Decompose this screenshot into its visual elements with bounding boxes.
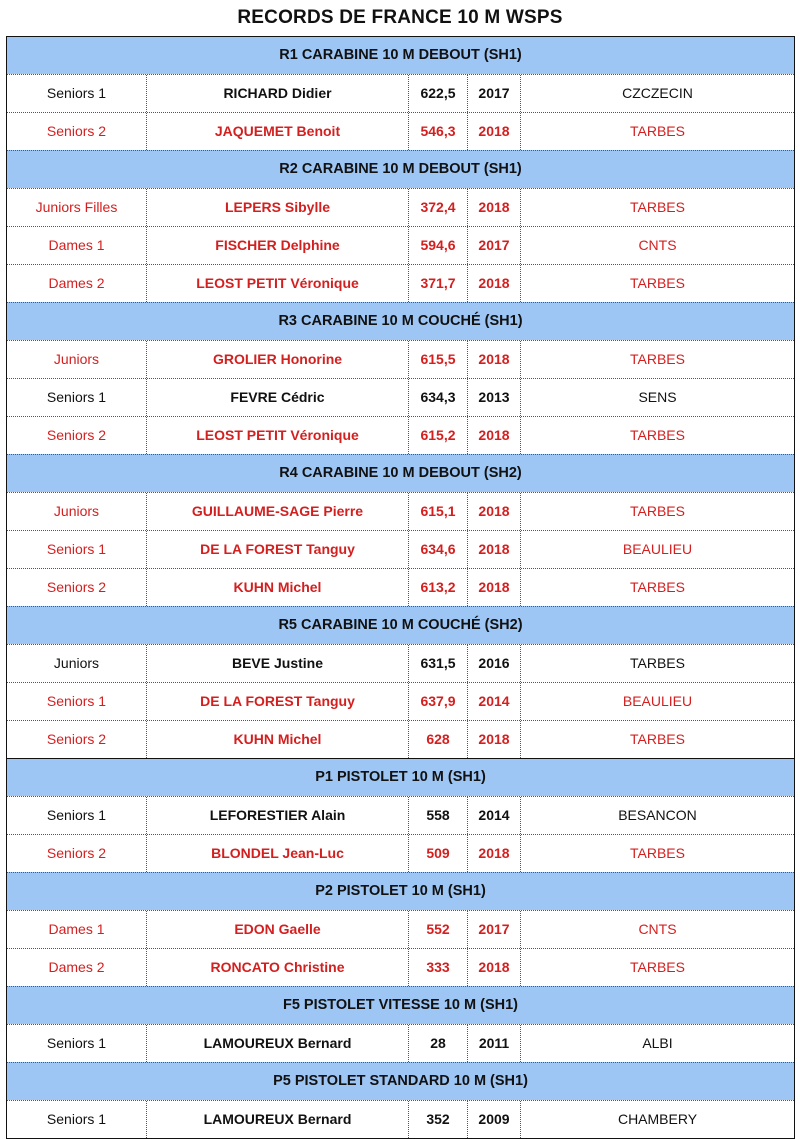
club-cell: SENS (520, 379, 794, 416)
category-cell: Seniors 1 (46, 85, 107, 101)
category-cell: Dames 1 (48, 237, 105, 253)
score-cell: 634,6 (408, 531, 467, 568)
category-cell: Dames 1 (48, 921, 105, 937)
score-cell: 637,9 (408, 683, 467, 720)
category-cell: Seniors 1 (46, 1035, 107, 1051)
table-row (7, 416, 794, 454)
score-cell: 631,5 (408, 645, 467, 682)
name-cell: DE LA FOREST Tanguy (146, 683, 408, 720)
category-cell: Juniors (53, 351, 100, 367)
table-row (7, 112, 794, 150)
year-cell: 2014 (467, 683, 520, 720)
name-cell: EDON Gaelle (146, 911, 408, 948)
category-cell: Juniors (53, 655, 100, 671)
club-cell: CNTS (520, 227, 794, 264)
category-cell: Seniors 1 (46, 541, 107, 557)
category-cell: Dames 2 (48, 275, 105, 291)
score-cell: 594,6 (408, 227, 467, 264)
section-header: F5 PISTOLET VITESSE 10 M (SH1) (7, 986, 794, 1024)
category-cell: Seniors 2 (46, 123, 107, 139)
name-cell: LAMOUREUX Bernard (146, 1025, 408, 1062)
year-cell: 2018 (467, 949, 520, 986)
name-cell: JAQUEMET Benoit (146, 113, 408, 150)
score-cell: 622,5 (408, 75, 467, 112)
name-cell: LEOST PETIT Véronique (146, 265, 408, 302)
year-cell: 2016 (467, 645, 520, 682)
name-cell: KUHN Michel (146, 721, 408, 758)
table-row (7, 1100, 794, 1138)
category-cell: Seniors 2 (46, 731, 107, 747)
name-cell: BLONDEL Jean-Luc (146, 835, 408, 872)
section-header: P5 PISTOLET STANDARD 10 M (SH1) (7, 1062, 794, 1100)
section-header: P1 PISTOLET 10 M (SH1) (7, 758, 794, 796)
table-row (7, 378, 794, 416)
name-cell: LEFORESTIER Alain (146, 797, 408, 834)
club-cell: TARBES (520, 493, 794, 530)
table-row (7, 796, 794, 834)
section-header: P2 PISTOLET 10 M (SH1) (7, 872, 794, 910)
name-cell: GROLIER Honorine (146, 341, 408, 378)
club-cell: BESANCON (520, 797, 794, 834)
year-cell: 2018 (467, 113, 520, 150)
club-cell: ALBI (520, 1025, 794, 1062)
name-cell: LAMOUREUX Bernard (146, 1101, 408, 1138)
club-cell: TARBES (520, 569, 794, 606)
table-row (7, 948, 794, 986)
year-cell: 2018 (467, 569, 520, 606)
year-cell: 2018 (467, 835, 520, 872)
score-cell: 552 (408, 911, 467, 948)
club-cell: TARBES (520, 417, 794, 454)
year-cell: 2018 (467, 531, 520, 568)
section-header: R3 CARABINE 10 M COUCHÉ (SH1) (7, 302, 794, 340)
score-cell: 372,4 (408, 189, 467, 226)
category-cell: Seniors 1 (46, 807, 107, 823)
section-header: R1 CARABINE 10 M DEBOUT (SH1) (7, 37, 794, 74)
club-cell: CHAMBERY (520, 1101, 794, 1138)
score-cell: 615,2 (408, 417, 467, 454)
category-cell: Seniors 1 (46, 1111, 107, 1127)
club-cell: TARBES (520, 189, 794, 226)
table-row (7, 226, 794, 264)
year-cell: 2017 (467, 911, 520, 948)
category-cell: Seniors 1 (46, 693, 107, 709)
score-cell: 509 (408, 835, 467, 872)
year-cell: 2018 (467, 189, 520, 226)
section-header: R5 CARABINE 10 M COUCHÉ (SH2) (7, 606, 794, 644)
category-cell: Seniors 2 (46, 427, 107, 443)
year-cell: 2009 (467, 1101, 520, 1138)
section-header: R2 CARABINE 10 M DEBOUT (SH1) (7, 150, 794, 188)
score-cell: 371,7 (408, 265, 467, 302)
name-cell: FISCHER Delphine (146, 227, 408, 264)
club-cell: CNTS (520, 911, 794, 948)
club-cell: BEAULIEU (520, 531, 794, 568)
table-row (7, 340, 794, 378)
category-cell: Dames 2 (48, 959, 105, 975)
table-row (7, 1024, 794, 1062)
category-cell: Seniors 2 (46, 845, 107, 861)
table-row (7, 644, 794, 682)
score-cell: 615,1 (408, 493, 467, 530)
name-cell: GUILLAUME-SAGE Pierre (146, 493, 408, 530)
score-cell: 546,3 (408, 113, 467, 150)
year-cell: 2014 (467, 797, 520, 834)
name-cell: RONCATO Christine (146, 949, 408, 986)
score-cell: 615,5 (408, 341, 467, 378)
table-row (7, 74, 794, 112)
club-cell: TARBES (520, 721, 794, 758)
category-cell: Seniors 1 (46, 389, 107, 405)
category-cell: Juniors Filles (35, 199, 118, 215)
year-cell: 2018 (467, 721, 520, 758)
score-cell: 558 (408, 797, 467, 834)
score-cell: 634,3 (408, 379, 467, 416)
category-cell: Juniors (53, 503, 100, 519)
score-cell: 352 (408, 1101, 467, 1138)
score-cell: 28 (408, 1025, 467, 1062)
table-row (7, 682, 794, 720)
club-cell: TARBES (520, 341, 794, 378)
score-cell: 628 (408, 721, 467, 758)
name-cell: DE LA FOREST Tanguy (146, 531, 408, 568)
club-cell: TARBES (520, 113, 794, 150)
page-title: RECORDS DE FRANCE 10 M WSPS (237, 7, 563, 28)
section-header: R4 CARABINE 10 M DEBOUT (SH2) (7, 454, 794, 492)
name-cell: RICHARD Didier (146, 75, 408, 112)
year-cell: 2018 (467, 341, 520, 378)
year-cell: 2013 (467, 379, 520, 416)
year-cell: 2017 (467, 227, 520, 264)
table-row (7, 568, 794, 606)
year-cell: 2018 (467, 265, 520, 302)
year-cell: 2017 (467, 75, 520, 112)
club-cell: TARBES (520, 835, 794, 872)
club-cell: TARBES (520, 265, 794, 302)
table-row (7, 492, 794, 530)
club-cell: TARBES (520, 645, 794, 682)
table-row (7, 188, 794, 226)
table-row (7, 834, 794, 872)
table-row (7, 264, 794, 302)
name-cell: FEVRE Cédric (146, 379, 408, 416)
name-cell: LEOST PETIT Véronique (146, 417, 408, 454)
year-cell: 2018 (467, 493, 520, 530)
year-cell: 2018 (467, 417, 520, 454)
club-cell: TARBES (520, 949, 794, 986)
table-row (7, 530, 794, 568)
table-row (7, 910, 794, 948)
name-cell: LEPERS Sibylle (146, 189, 408, 226)
club-cell: CZCZECIN (520, 75, 794, 112)
records-table (6, 36, 795, 1139)
score-cell: 333 (408, 949, 467, 986)
club-cell: BEAULIEU (520, 683, 794, 720)
score-cell: 613,2 (408, 569, 467, 606)
table-row (7, 720, 794, 758)
category-cell: Seniors 2 (46, 579, 107, 595)
name-cell: KUHN Michel (146, 569, 408, 606)
year-cell: 2011 (467, 1025, 520, 1062)
name-cell: BEVE Justine (146, 645, 408, 682)
